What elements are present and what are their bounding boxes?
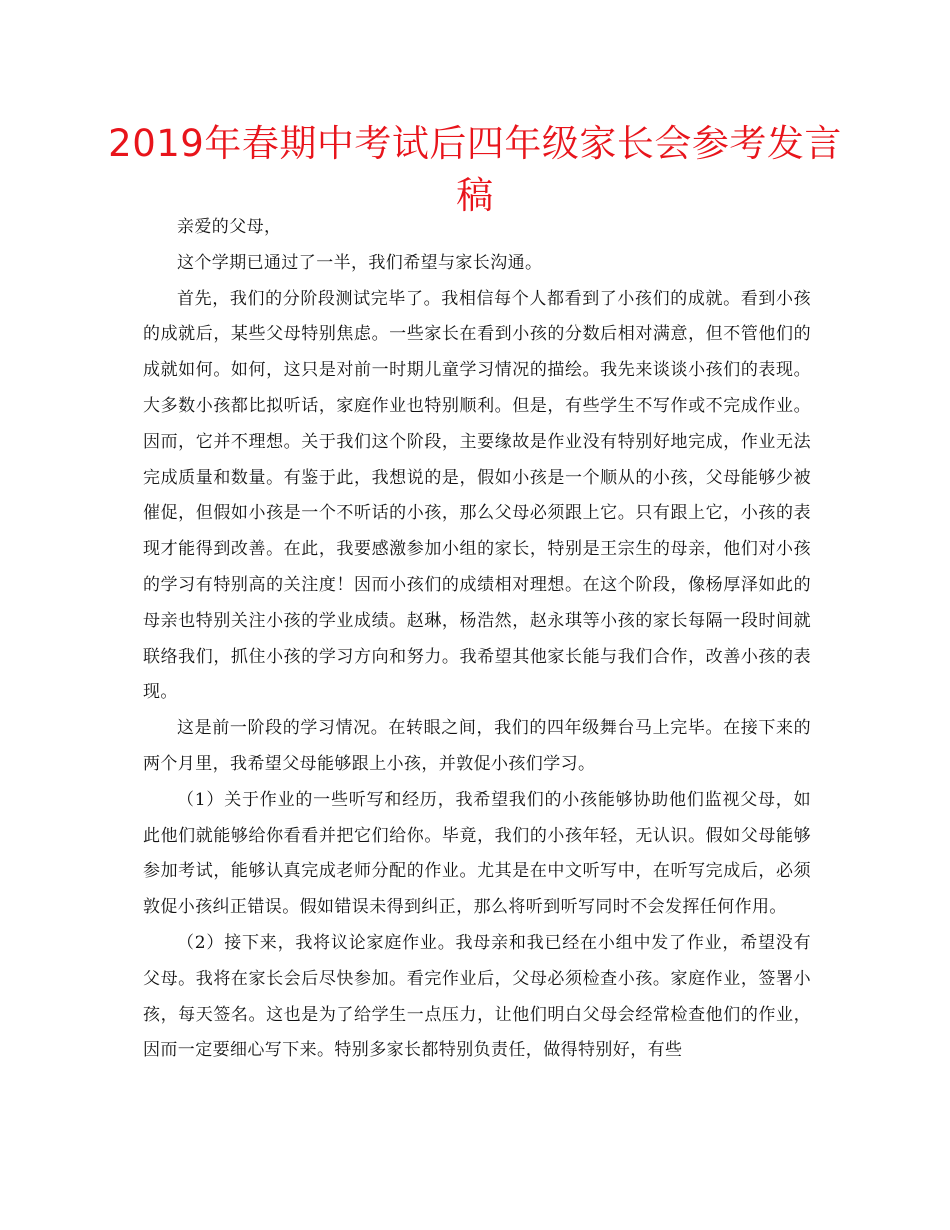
intro-paragraph: 这个学期已通过了一半，我们希望与家长沟通。 <box>177 252 543 273</box>
body-paragraph: 这是前一阶段的学习情况。在转眼之间，我们的四年级舞台马上完毕。在接下来的两个月里，我希望父母能够跟上小孩，并敦促小孩们学习。 <box>143 718 811 774</box>
body-paragraph: （1）关于作业的一些听写和经历，我希望我们的小孩能够协助他们监视父母，如此他们就能够给你看看并把它们给你。毕竟，我们的小孩年轻，无认识。假如父母能够参加考试，能够认真完成老师分配的作业。尤其是在中文听写中，在听写完成后，必须敦促小孩纠正错误。假如错误未得到纠正，那么将听到听写同时不会发挥任何作用。 <box>143 789 811 918</box>
greeting-paragraph: 亲爱的父母， <box>177 217 282 237</box>
body-paragraph: （2）接下来，我将议论家庭作业。我母亲和我已经在小组中发了作业，希望没有父母。我将在家长会后尽快参加。看完作业后，父母必须检查小孩。家庭作业，签署小孩，每天签名。这也是为了给学生一点压力，让他们明白父母会经常检查他们的作业，因而一定要细心写下来。特别多家长都特别负责任，做得特别好，有些 <box>143 932 811 1061</box>
body-paragraph: 首先，我们的分阶段测试完毕了。我相信每个人都看到了小孩们的成就。看到小孩的成就后，某些父母特别焦虑。一些家长在看到小孩的分数后相对满意，但不管他们的成就如何。如何，这只是对前一时期儿童学习情况的描绘。我先来谈谈小孩们的表现。大多数小孩都比拟听话，家庭作业也特别顺利。但是，有些学生不写作或不完成作业。因而，它并不理想。关于我们这个阶段，主要缘故是作业没有特别好地完成，作业无法完成质量和数量。有鉴于此，我想说的是，假如小孩是一个顺从的小孩，父母能够少被催促，但假如小孩是一个不听话的小孩，那么父母必须跟上它。只有跟上它，小孩的表现才能得到改善。在此，我要感激参加小组的家长，特别是王宗生的母亲，他们对小孩的学习有特别高的关注度！因而小孩们的成绩相对理想。在这个阶段，像杨厚泽如此的母亲也特别关注小孩的学业成绩。赵琳，杨浩然，赵永琪等小孩的家长每隔一段时间就联络我们，抓住小孩的学习方向和努力。我希望其他家长能与我们合作，改善小孩的表现。 <box>143 288 811 703</box>
document-title: 2019年春期中考试后四年级家长会参考发言稿 <box>108 122 842 217</box>
document-body <box>143 210 811 1069</box>
